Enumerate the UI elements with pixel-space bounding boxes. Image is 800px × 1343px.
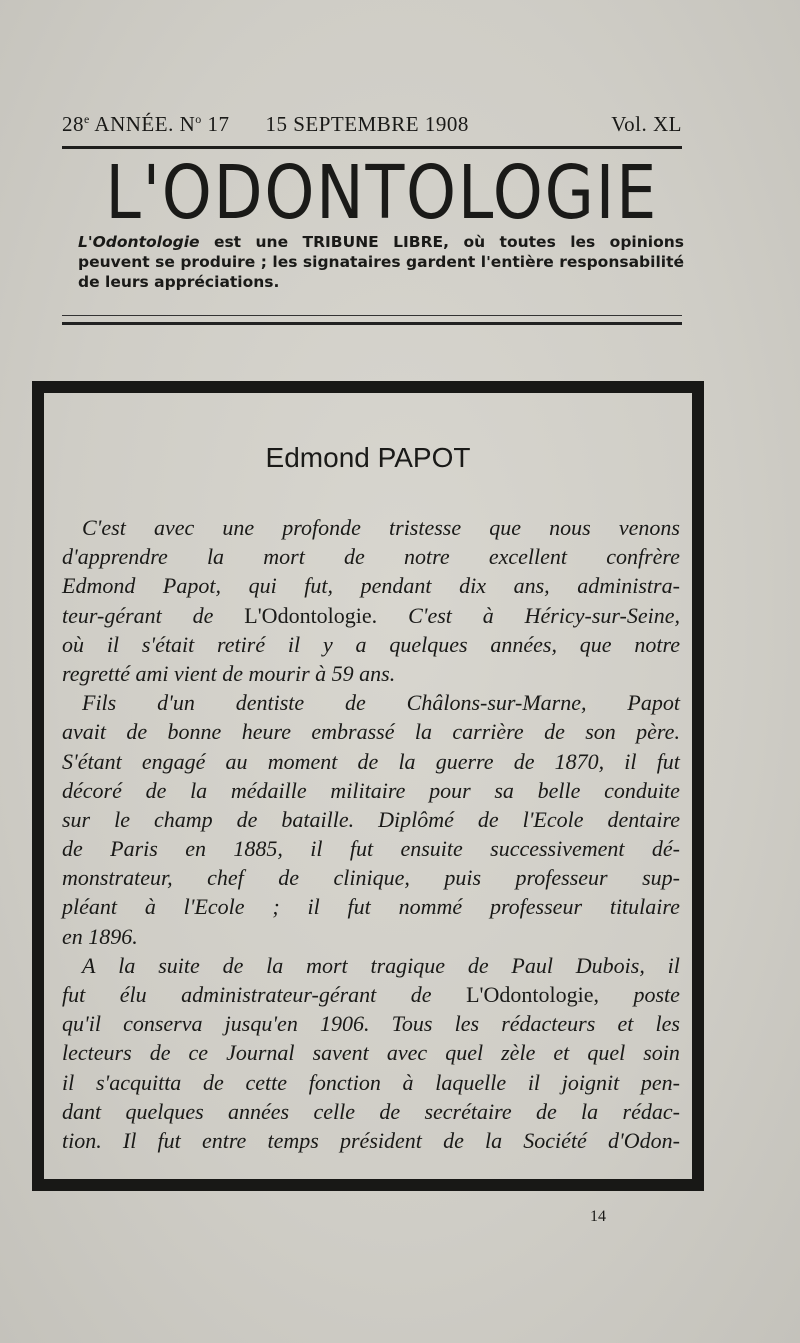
word: il xyxy=(310,836,323,862)
word: fut xyxy=(347,894,371,920)
word: venons xyxy=(618,515,680,540)
word: au xyxy=(225,748,248,774)
word: chef xyxy=(207,865,244,891)
word: de xyxy=(513,748,535,774)
word: mort xyxy=(263,544,305,570)
word: dentiste xyxy=(235,690,305,716)
word: de xyxy=(477,806,499,832)
word: dix xyxy=(459,573,486,599)
word: d'un xyxy=(157,690,195,716)
word: en xyxy=(185,836,206,862)
word: bataille. xyxy=(281,806,355,832)
word: ami xyxy=(135,660,175,686)
word: 1896. xyxy=(88,923,138,949)
word: de xyxy=(345,690,366,716)
word: excellent xyxy=(488,544,567,570)
word: successivement xyxy=(490,836,625,862)
word: à xyxy=(402,1069,414,1095)
word: dentaire xyxy=(607,806,680,832)
word: de xyxy=(203,1069,224,1095)
word: d'Odon- xyxy=(608,1127,680,1153)
word: 1885, xyxy=(233,836,283,862)
word: le xyxy=(114,806,130,832)
obituary-line xyxy=(62,1068,680,1097)
word: moment xyxy=(267,748,338,774)
word: à xyxy=(315,660,332,686)
word: quelques xyxy=(389,631,468,657)
word: titulaire xyxy=(609,894,680,920)
word: Fils xyxy=(82,690,117,716)
word: de xyxy=(62,836,83,862)
word: administrateur-gérant xyxy=(181,982,377,1007)
word: monstrateur, xyxy=(62,865,173,891)
word: fut xyxy=(349,836,374,862)
word: l'Ecole xyxy=(522,806,584,832)
word: à xyxy=(144,894,156,920)
word: de xyxy=(544,719,565,745)
word: d'apprendre xyxy=(62,544,168,570)
word: a xyxy=(355,631,367,657)
word: il xyxy=(624,748,637,774)
page-number: 14 xyxy=(590,1208,606,1225)
word: ; xyxy=(272,894,280,920)
word: suite xyxy=(158,952,200,978)
word: mort xyxy=(306,952,348,978)
journal-title: L'ODONTOLOGIE xyxy=(105,150,659,236)
word: regretté xyxy=(62,660,136,686)
journal-name-roman: L'Odontologie. xyxy=(244,602,378,628)
obituary-line xyxy=(62,1009,680,1038)
obituary-line xyxy=(62,513,680,542)
word: conserva xyxy=(123,1011,203,1037)
word: champ xyxy=(153,806,213,832)
issue-number: 28e ANNÉE. $N^o$ 17 xyxy=(62,112,230,136)
word: avec xyxy=(386,1040,428,1066)
word: savent xyxy=(312,1040,369,1066)
word: heure xyxy=(241,719,291,745)
word: Papot xyxy=(627,690,680,716)
word: vient xyxy=(174,660,223,686)
word: pour xyxy=(429,777,471,803)
obituary-text xyxy=(62,513,680,1155)
word: que xyxy=(579,631,612,657)
obituary-line xyxy=(62,980,680,1009)
word: Dubois, xyxy=(575,952,645,978)
word: élu xyxy=(119,982,147,1007)
journal-name-roman: L'Odontologie, xyxy=(466,982,599,1007)
word: qu'il xyxy=(62,1011,101,1037)
obituary-line xyxy=(62,834,680,863)
word: notre xyxy=(404,544,450,570)
word: de xyxy=(357,748,379,774)
word: l'Ecole xyxy=(183,894,245,920)
word: il xyxy=(287,631,301,657)
word: les xyxy=(655,1011,680,1037)
word: en xyxy=(62,923,89,949)
word: de xyxy=(535,1098,557,1124)
word: de xyxy=(236,806,258,832)
word: fut xyxy=(62,982,86,1007)
word: Papot, xyxy=(162,573,221,599)
word: dant xyxy=(62,1098,102,1124)
word: teur-gérant xyxy=(62,602,162,628)
word: pléant xyxy=(62,894,117,920)
obituary-line xyxy=(62,805,680,834)
word: professeur xyxy=(515,865,608,891)
word: rédacteurs xyxy=(501,1011,596,1037)
word: cette xyxy=(245,1069,288,1095)
word: et xyxy=(617,1011,634,1037)
word: mourir xyxy=(248,660,316,686)
word: années xyxy=(228,1098,290,1124)
word: engagé xyxy=(141,748,206,774)
word: de xyxy=(126,719,148,745)
word: Il xyxy=(122,1127,137,1153)
word: ans. xyxy=(359,660,396,686)
word: profonde xyxy=(282,515,361,540)
obituary-line xyxy=(62,1126,680,1155)
word: joignit xyxy=(561,1069,620,1095)
word: la xyxy=(266,952,284,978)
obituary-line xyxy=(62,1038,680,1067)
word: ans, xyxy=(513,573,550,599)
word: clinique, xyxy=(333,865,410,891)
word: années, xyxy=(490,631,557,657)
word: laquelle xyxy=(435,1069,507,1095)
word: fut xyxy=(157,1127,181,1153)
word: la xyxy=(190,777,208,803)
word: de xyxy=(192,602,214,628)
word: poste xyxy=(633,982,680,1007)
word: médaille xyxy=(230,777,307,803)
word: une xyxy=(222,515,255,540)
word: de xyxy=(278,865,300,891)
word: tristesse xyxy=(389,515,462,540)
obituary-line xyxy=(62,1097,680,1126)
word: jusqu'en xyxy=(224,1011,298,1037)
word: Edmond xyxy=(62,573,136,599)
word: nous xyxy=(549,515,591,540)
obituary-line xyxy=(62,863,680,892)
obituary-line xyxy=(62,892,680,921)
word: son xyxy=(585,719,616,745)
word: Héricy-sur-Seine, xyxy=(524,602,680,628)
word: il xyxy=(667,952,680,978)
section-rule xyxy=(62,315,682,325)
issue-header xyxy=(62,112,682,137)
word: Paris xyxy=(110,836,158,862)
word: sup- xyxy=(642,865,680,891)
word: temps xyxy=(267,1127,319,1153)
word: pendant xyxy=(360,573,432,599)
word: de xyxy=(149,1040,171,1066)
word: la xyxy=(118,952,136,978)
header-rule xyxy=(62,146,682,149)
word: où xyxy=(62,631,84,657)
word: Paul xyxy=(511,952,553,978)
obituary-line xyxy=(62,659,680,688)
word: tion. xyxy=(62,1127,102,1153)
obituary-line xyxy=(62,717,680,746)
word: fut xyxy=(656,748,680,774)
word: 59 xyxy=(331,660,360,686)
word: militaire xyxy=(330,777,406,803)
obituary-line xyxy=(62,922,680,951)
word: la xyxy=(206,544,225,570)
notice-journal-name: L'Odontologie xyxy=(78,233,200,251)
word: A xyxy=(82,952,96,978)
word: celle xyxy=(313,1098,355,1124)
word: de xyxy=(344,544,365,570)
word: de xyxy=(467,952,489,978)
word: lecteurs xyxy=(62,1040,132,1066)
word: secrétaire xyxy=(424,1098,512,1124)
word: de xyxy=(222,952,244,978)
word: S'étant xyxy=(62,748,122,774)
editorial-notice xyxy=(78,232,684,292)
obituary-line xyxy=(62,542,680,571)
obituary-title: Edmond PAPOT xyxy=(265,442,471,473)
word: qui xyxy=(248,573,277,599)
word: la xyxy=(581,1098,599,1124)
word: s'était xyxy=(141,631,195,657)
obituary-line xyxy=(62,688,680,717)
obituary-line xyxy=(62,571,680,600)
word: tragique xyxy=(370,952,446,978)
word: la xyxy=(485,1127,503,1153)
word: administra- xyxy=(577,573,680,599)
word: la xyxy=(398,748,416,774)
obituary-line xyxy=(62,951,680,980)
obituary-line xyxy=(62,601,680,630)
word: C'est xyxy=(408,602,452,628)
notice-text: est une TRIBUNE LIBRE, où toutes les opinions peuvent se produire ; les signataires gardent l'entière responsabilité de leurs appréciations. xyxy=(78,233,684,291)
word: zèle xyxy=(501,1040,536,1066)
word: y xyxy=(322,631,333,657)
word: à xyxy=(482,602,494,628)
word: ensuite xyxy=(400,836,463,862)
word: père. xyxy=(636,719,680,745)
word: fonction xyxy=(308,1069,381,1095)
word: carrière xyxy=(452,719,524,745)
word: embrassé xyxy=(311,719,395,745)
word: Châlons-sur-Marne, xyxy=(406,690,587,716)
word: nommé xyxy=(398,894,463,920)
word: dé- xyxy=(651,836,680,862)
word: la xyxy=(414,719,432,745)
word: retiré xyxy=(217,631,266,657)
word: que xyxy=(489,515,522,540)
word: s'acquitta xyxy=(95,1069,182,1095)
word: pen- xyxy=(640,1069,680,1095)
word: Journal xyxy=(226,1040,295,1066)
word: entre xyxy=(201,1127,247,1153)
word: rédac- xyxy=(622,1098,680,1124)
word: il xyxy=(307,894,320,920)
word: il xyxy=(62,1069,75,1095)
word: Tous xyxy=(391,1011,433,1037)
word: quel xyxy=(587,1040,626,1066)
word: et xyxy=(553,1040,570,1066)
word: bonne xyxy=(167,719,222,745)
word: Société xyxy=(523,1127,587,1153)
word: avait xyxy=(62,719,106,745)
word: sur xyxy=(62,806,91,832)
word: quel xyxy=(445,1040,484,1066)
word: 1870, xyxy=(554,748,605,774)
word: de xyxy=(145,777,167,803)
word: de xyxy=(410,982,432,1007)
word: guerre xyxy=(435,748,494,774)
word: conduite xyxy=(604,777,680,803)
obituary-line xyxy=(62,776,680,805)
word: soin xyxy=(643,1040,680,1066)
word: fut, xyxy=(304,573,334,599)
obituary-line xyxy=(62,747,680,776)
word: quelques xyxy=(125,1098,204,1124)
word: confrère xyxy=(606,544,680,570)
word: président xyxy=(340,1127,422,1153)
word: de xyxy=(222,660,249,686)
word: sa xyxy=(494,777,514,803)
word: de xyxy=(379,1098,401,1124)
volume-label: Vol. XL xyxy=(611,112,682,136)
word: décoré xyxy=(62,777,122,803)
word: il xyxy=(527,1069,541,1095)
word: ce xyxy=(188,1040,209,1066)
issue-date: 15 SEPTEMBRE 1908 xyxy=(265,112,469,136)
word: il xyxy=(106,631,120,657)
word: avec xyxy=(153,515,195,540)
word: Diplômé xyxy=(378,806,454,832)
word: C'est xyxy=(82,515,126,540)
word: belle xyxy=(537,777,581,803)
word: professeur xyxy=(489,894,583,920)
word: notre xyxy=(634,631,680,657)
word: puis xyxy=(444,865,482,891)
word: les xyxy=(454,1011,480,1037)
obituary-line xyxy=(62,630,680,659)
word: 1906. xyxy=(319,1011,370,1037)
word: de xyxy=(443,1127,464,1153)
